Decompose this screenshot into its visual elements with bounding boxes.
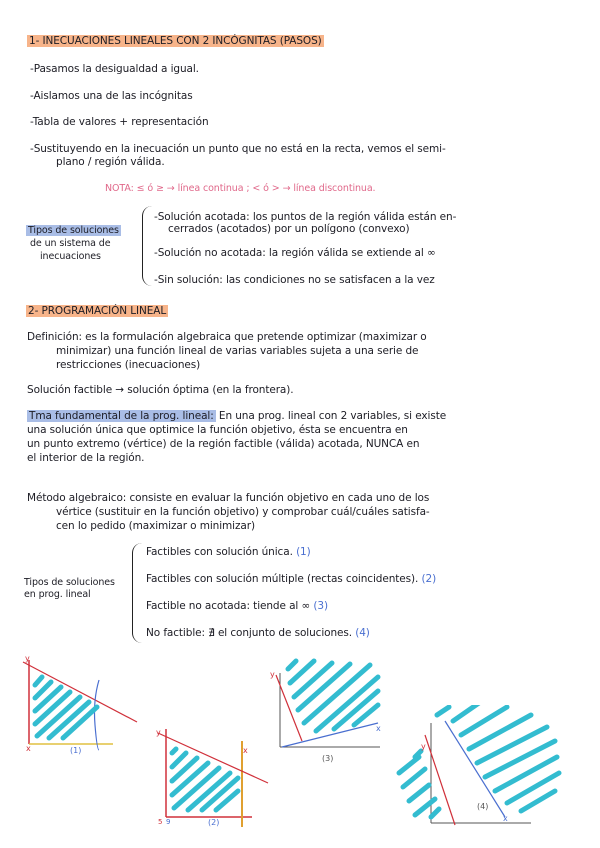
g4-x-label: x <box>503 814 508 823</box>
g1-y-label: y <box>25 654 30 663</box>
graph-3 <box>258 655 393 770</box>
type-bounded: -Solución acotada: los puntos de la región válida están en- <box>154 211 457 223</box>
step-1: -Pasamos la desigualdad a igual. <box>30 63 199 75</box>
g3-num: (3) <box>322 754 334 763</box>
g1-hatch <box>35 677 97 738</box>
graph-2 <box>150 723 270 828</box>
definition-2: minimizar) una función lineal de varias variables sujeta a una serie de <box>56 345 419 357</box>
g1-num: (1) <box>70 746 82 755</box>
sol-types-label-2: en prog. lineal <box>24 589 91 600</box>
method-3: cen lo pedido (maximizar o minimizar) <box>56 520 255 532</box>
theorem-title: Tma fundamental de la prog. lineal: <box>29 410 214 422</box>
definition-1: Definición: es la formulación algebraica que pretende optimizar (maximizar o <box>27 331 427 343</box>
g3-hatch <box>288 661 378 731</box>
g2-num: (2) <box>208 818 220 827</box>
type-bounded-cont: cerrados (acotados) por un polígono (convexo) <box>168 223 410 235</box>
type-unbounded: -Solución no acotada: la región válida se extiende al ∞ <box>154 247 436 259</box>
g4-y-label: y <box>421 742 426 751</box>
g4-hatch-left <box>399 751 439 817</box>
types-label-1: Tipos de soluciones <box>28 225 119 236</box>
types-label-3: inecuaciones <box>40 251 101 262</box>
step-2: -Aislamos una de las incógnitas <box>30 90 193 102</box>
section1-heading: 1- INECUACIONES LINEALES CON 2 INCÓGNITAS (PASOS) <box>29 35 322 47</box>
g2-y-label: y <box>156 728 161 737</box>
section2-heading: 2- PROGRAMACIÓN LINEAL <box>28 305 167 317</box>
sol-type-4: No factible: ∄ el conjunto de soluciones. (4) <box>146 627 370 639</box>
g4-num: (4) <box>477 802 489 811</box>
sol-types-label-1: Tipos de soluciones <box>24 577 115 588</box>
definition-3: restricciones (inecuaciones) <box>56 359 201 371</box>
sol-types-brace <box>132 543 143 643</box>
g4-hatch-right <box>437 705 559 811</box>
g3-y-label: y <box>270 670 275 679</box>
sol-type-1: Factibles con solución única. (1) <box>146 546 311 558</box>
feasible-solution: Solución factible → solución óptima (en la frontera). <box>27 384 294 396</box>
g2-origin: 5 <box>158 818 163 826</box>
g2-x-label: x <box>243 746 248 755</box>
types-label-2: de un sistema de <box>30 238 111 249</box>
g3-x-label: x <box>376 724 381 733</box>
step-3: -Tabla de valores + representación <box>30 116 209 128</box>
theorem-2: una solución única que optimice la función objetivo, ésta se encuentra en <box>27 424 408 436</box>
step-4: -Sustituyendo en la inecuación un punto que no está en la recta, vemos el semi- <box>30 143 446 155</box>
theorem-3: un punto extremo (vértice) de la región factible (válida) acotada, NUNCA en <box>27 438 420 450</box>
graph-1 <box>15 650 140 755</box>
sol-type-3: Factible no acotada: tiende al ∞ (3) <box>146 600 328 612</box>
g2-hatch <box>172 749 238 810</box>
g1-objective-curve <box>95 680 100 750</box>
step-4-cont: plano / región válida. <box>56 156 165 168</box>
g2-tick: 9 <box>166 818 171 826</box>
type-no-solution: -Sin solución: las condiciones no se satisfacen a la vez <box>154 274 435 286</box>
graph-4 <box>395 705 565 830</box>
types-brace <box>142 206 153 286</box>
line-type-note: NOTA: ≤ ó ≥ → línea continua ; < ó > → línea discontinua. <box>105 183 376 194</box>
sol-type-2: Factibles con solución múltiple (rectas coincidentes). (2) <box>146 573 437 585</box>
theorem-1 <box>27 410 446 423</box>
method-2: vértice (sustituir en la función objetivo) y comprobar cuál/cuáles satisfa- <box>56 506 430 518</box>
theorem-text: En una prog. lineal con 2 variables, si existe <box>215 410 447 422</box>
g1-x-label: x <box>26 744 31 753</box>
method-1: Método algebraico: consiste en evaluar la función objetivo en cada uno de los <box>27 492 430 504</box>
theorem-4: el interior de la región. <box>27 452 145 464</box>
